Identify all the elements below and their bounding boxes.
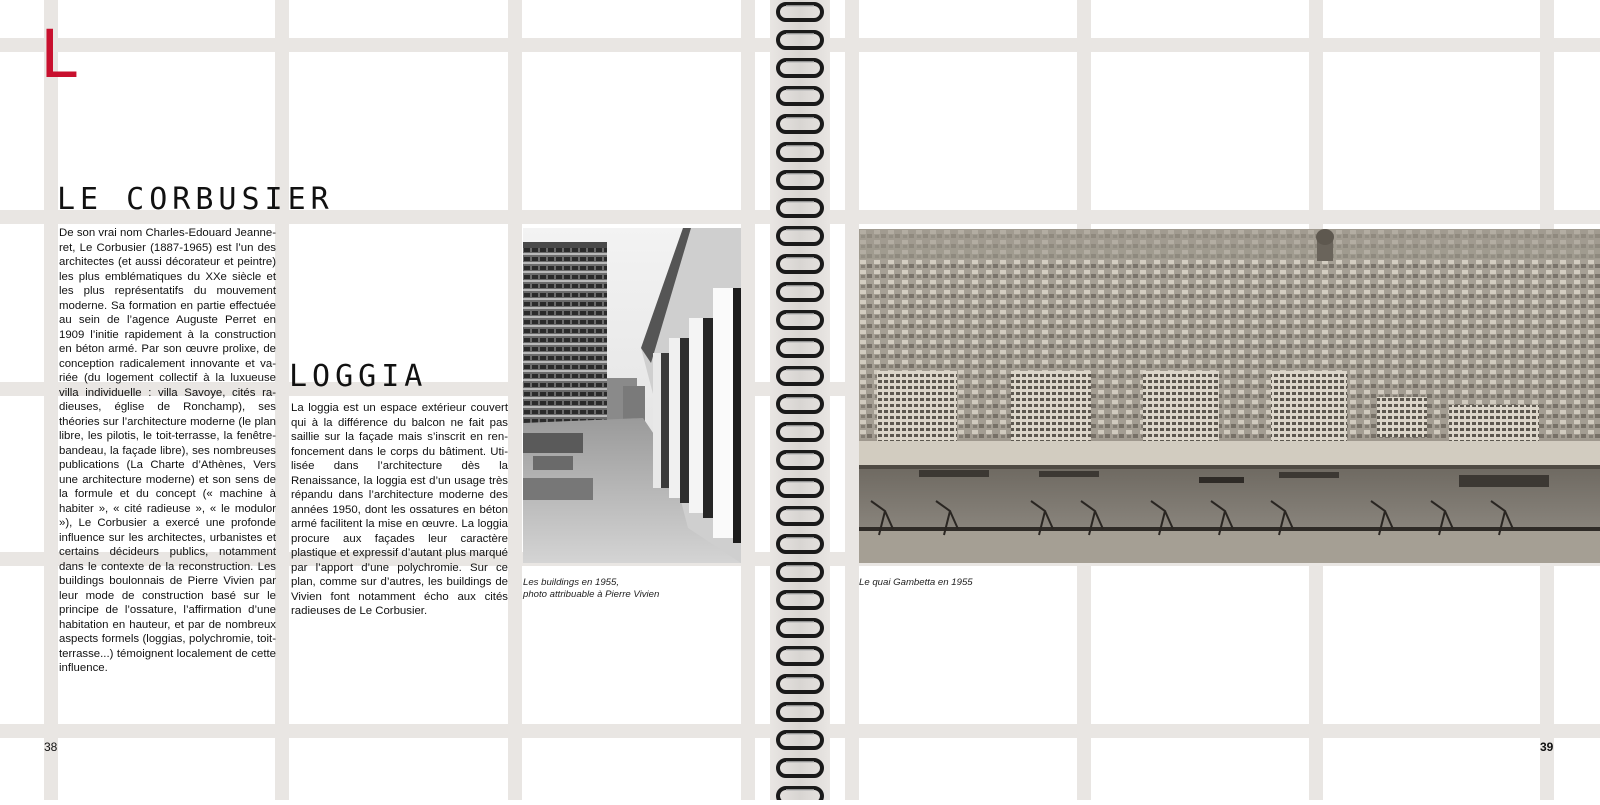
caption-quai-gambetta-1955: Le quai Gambetta en 1955 [859, 577, 973, 588]
entry-title-le-corbusier: LE CORBUSIER [57, 182, 334, 217]
photo-buildings-1955 [523, 228, 741, 563]
caption-line-2: photo attribuable à Pierre Vivien [523, 589, 660, 600]
caption-buildings-1955 [523, 577, 723, 601]
spiral-binding-icon [770, 0, 830, 800]
entry-text-le-corbusier: De son vrai nom Charles-Edouard Jeanneret, Le Corbusier (1887-1965) est l’un des architectes (et aussi décorateur et peintre) les plus emblématiques du XXe siècle et les plus représentatifs du mouvement moderne. Sa formation en partie effectuée au sein de l’agence Auguste Perret en 1909 l’initie rapidement à la construction en béton armé. Par son œuvre prolixe, de conception radicalement innovante et variée (du logement collectif à la luxueuse villa individuelle : villa Savoye, cités radieuses, église de Ronchamp), ses théories sur l’architecture moderne (le plan libre, les pilotis, le toit-terrasse, la fenêtre-bandeau, la façade libre), ses nombreuses publications (La Charte d’Athènes, Vers une architecture moderne) et son sens de la formule et du concept (« machine à habiter », « cité radieuse », « le modulor »), Le Corbusier a exercé une profonde influence sur les architectes, urbanistes et certains décideurs publics, notamment dans le contexte de la reconstruction. Les buildings boulonnais de Pierre Vivien par leur mode de construction basé sur le principe de l’ossature, l’affirmation d’une habitation en hauteur, et par de nombreux aspects formels (loggias, polychromie, toit-terrasse...) témoignent localement de cette influence. [59, 227, 276, 674]
caption-line-1: Les buildings en 1955, [523, 577, 620, 588]
section-letter: L [40, 16, 77, 93]
quai-photo-image [859, 229, 1600, 563]
page-number-left: 38 [44, 740, 58, 754]
spiral-binding-graphic [770, 0, 830, 800]
entry-text-loggia: La loggia est un espace extérieur couvert qui à la différence du balcon ne fait pas saillie sur la façade mais s’inscrit en renfoncement dans le corps du bâtiment. Utilisée dans l’architecture dès la Renaissance, la loggia est d’un usage très répandu dans l’architecture moderne des années 1950, dont les ossatures en béton armé facilitent la mise en œuvre. La loggia procure aux façades leur caractère plastique et expressif d’autant plus marqué par l’apport d’une polychromie. Sur ce plan, comme sur d’autres, les buildings de Vivien font notamment écho aux cités radieuses de Le Corbusier. [291, 402, 508, 617]
page-number-right: 39 [1540, 740, 1554, 754]
entry-title-loggia: LOGGIA [289, 359, 428, 394]
photo-quai-gambetta-1955 [859, 229, 1600, 563]
buildings-photo-image [523, 228, 741, 563]
